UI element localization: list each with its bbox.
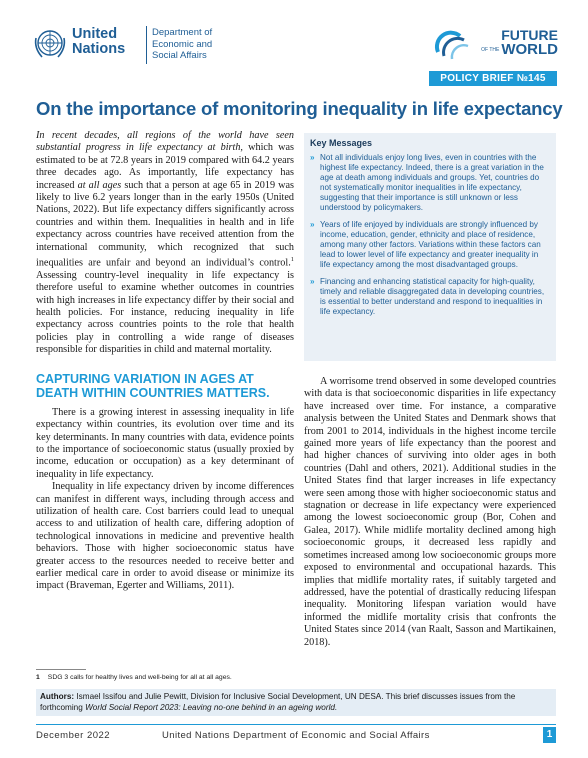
bullet-chevron-icon: » <box>310 220 315 229</box>
footnote-ref: 1 <box>290 256 294 264</box>
key-messages-box <box>304 133 556 361</box>
key-message-item: » Financing and enhancing statistical capacity for high-quality, timely and reliable disaggregated data in developing countries, is essential to better understand and respond to inequalities in life expectancy. <box>310 277 545 316</box>
footnote: 1 SDG 3 calls for healthy lives and well-being for all at all ages. <box>36 674 232 681</box>
footer-organization: United Nations Department of Economic and Social Affairs <box>162 730 430 741</box>
key-message-item: » Years of life enjoyed by individuals are strongly influenced by income, education, gender, ethnicity and place of residence, among many other factors. Variations within these factors can lead to lower level of life expectancy and greater inequality in life expectancy among the most disadvantaged groups. <box>310 220 541 269</box>
un-name: United Nations <box>72 26 126 57</box>
un-emblem-icon <box>32 26 68 62</box>
page-header <box>0 0 588 94</box>
bullet-chevron-icon: » <box>310 277 315 286</box>
section-heading: CAPTURING VARIATION IN AGES AT DEATH WITHIN COUNTRIES MATTERS. <box>36 371 270 400</box>
bullet-chevron-icon: » <box>310 153 315 162</box>
header-divider <box>146 26 147 64</box>
key-message-item: » Not all individuals enjoy long lives, even in countries with the highest life expectancy. Indeed, there is a great variation in the age at death among individuals and groups. Yet, countries do not systematically monitor inequalities in life expectancy, suggesting that their importance is still unknown or less understood by policymakers. <box>310 153 544 212</box>
intro-paragraph: In recent decades, all regions of the world have seen substantial progress in life expectancy at birth, which was estimated to be at 72.8 years in 2019 compared with 64.2 years three decades ago. As importantly, life expectancy has increased at all ages such that a person at age 65 in 2019 was likely to live 6.2 years longer than in the early 1950s (United Nations, 2022). But life expectancy differs significantly across countries and within them. Inequalities in health and in life expectancy across countries have received attention from the international community, which recognized that such inequalities are unfair and beyond an individual’s control.$^1$ Assessing country-level inequality in life expectancy is therefore useful to examine whether outcomes in countries with high increases in life expectancy differ by their social and health policies. For instance, reducing inequality in life expectancy across countries points to the role that health policies play in controlling a wide range of diseases responsible for disparities in child and maternal mortality. <box>36 130 295 356</box>
authors-box: Authors: Ismael Issifou and Julie Pewitt, Division for Inclusive Social Development, UN DESA. This brief discusses issues from the forthcoming World Social Report 2023: Leaving no-one behind in an ageing world. <box>36 689 556 716</box>
page-title: On the importance of monitoring inequality in life expectancy <box>36 98 563 119</box>
body-paragraph: Inequality in life expectancy driven by income differences can manifest in different ways, including through access and utilization of health care. Cost barriers could lead to unequal access to and utilization of health care, differing adoption of technological innovations in medicine and preventive health behaviors. Those with higher socioeconomic status have greater access to the resources needed to receive better and earlier medical care in order to avoid disease or minimize its impact (Braveman, Egerter and Williams, 2011). <box>36 481 294 592</box>
future-of-the-world-logo: FUTURE OF THE WORLD <box>481 27 558 58</box>
footer-date: December 2022 <box>36 730 111 741</box>
footnote-divider <box>36 669 86 670</box>
policy-brief-badge: POLICY BRIEF №145 <box>429 71 557 86</box>
body-paragraph: There is a growing interest in assessing inequality in life expectancy within countries, its evolution over time and its key determinants. In many countries with data, evidence points to the importance of socioeconomic status (usually proxied by income, education or occupation) as a key determinant of inequality in life expectancy. <box>36 406 294 480</box>
left-column <box>36 130 294 593</box>
department-name: Department of Economic and Social Affairs <box>152 27 213 61</box>
footer-divider <box>36 724 556 725</box>
right-column-paragraph: A worrisome trend observed in some developed countries with data is that socioeconomic disparities in life expectancy have increased over time. For instance, a comparative analysis between the United States and Denmark shows that from 2001 to 2014, individuals in the highest income tercile gained more years of life expectancy than the poorest and had higher chances of surviving into older ages in both countries (Dahl and others, 2021). Additional studies in the United States find that larger increases in life expectancy were seen among those with higher socioeconomic status and stagnation or decrease in life expectancy were experienced among the lowest socioeconomic group (Bor, Cohen and Galea, 2017). While midlife mortality declined among high socioeconomic groups, it decreased less rapidly and sometimes increased among low socioeconomic groups more exposed to environmental and occupational hazards. This implies that midlife mortality rates, if suitably targeted and addressed, have the potential of drastically reducing lifespan inequality. Monitoring lifespan variation would have informed the midlife mortality crisis that confronts the United States since 2014 (van Raalt, Sasson and Martikainen, 2018). <box>304 376 556 648</box>
key-messages-title: Key Messages <box>310 138 373 148</box>
page-number: 1 <box>543 727 556 743</box>
